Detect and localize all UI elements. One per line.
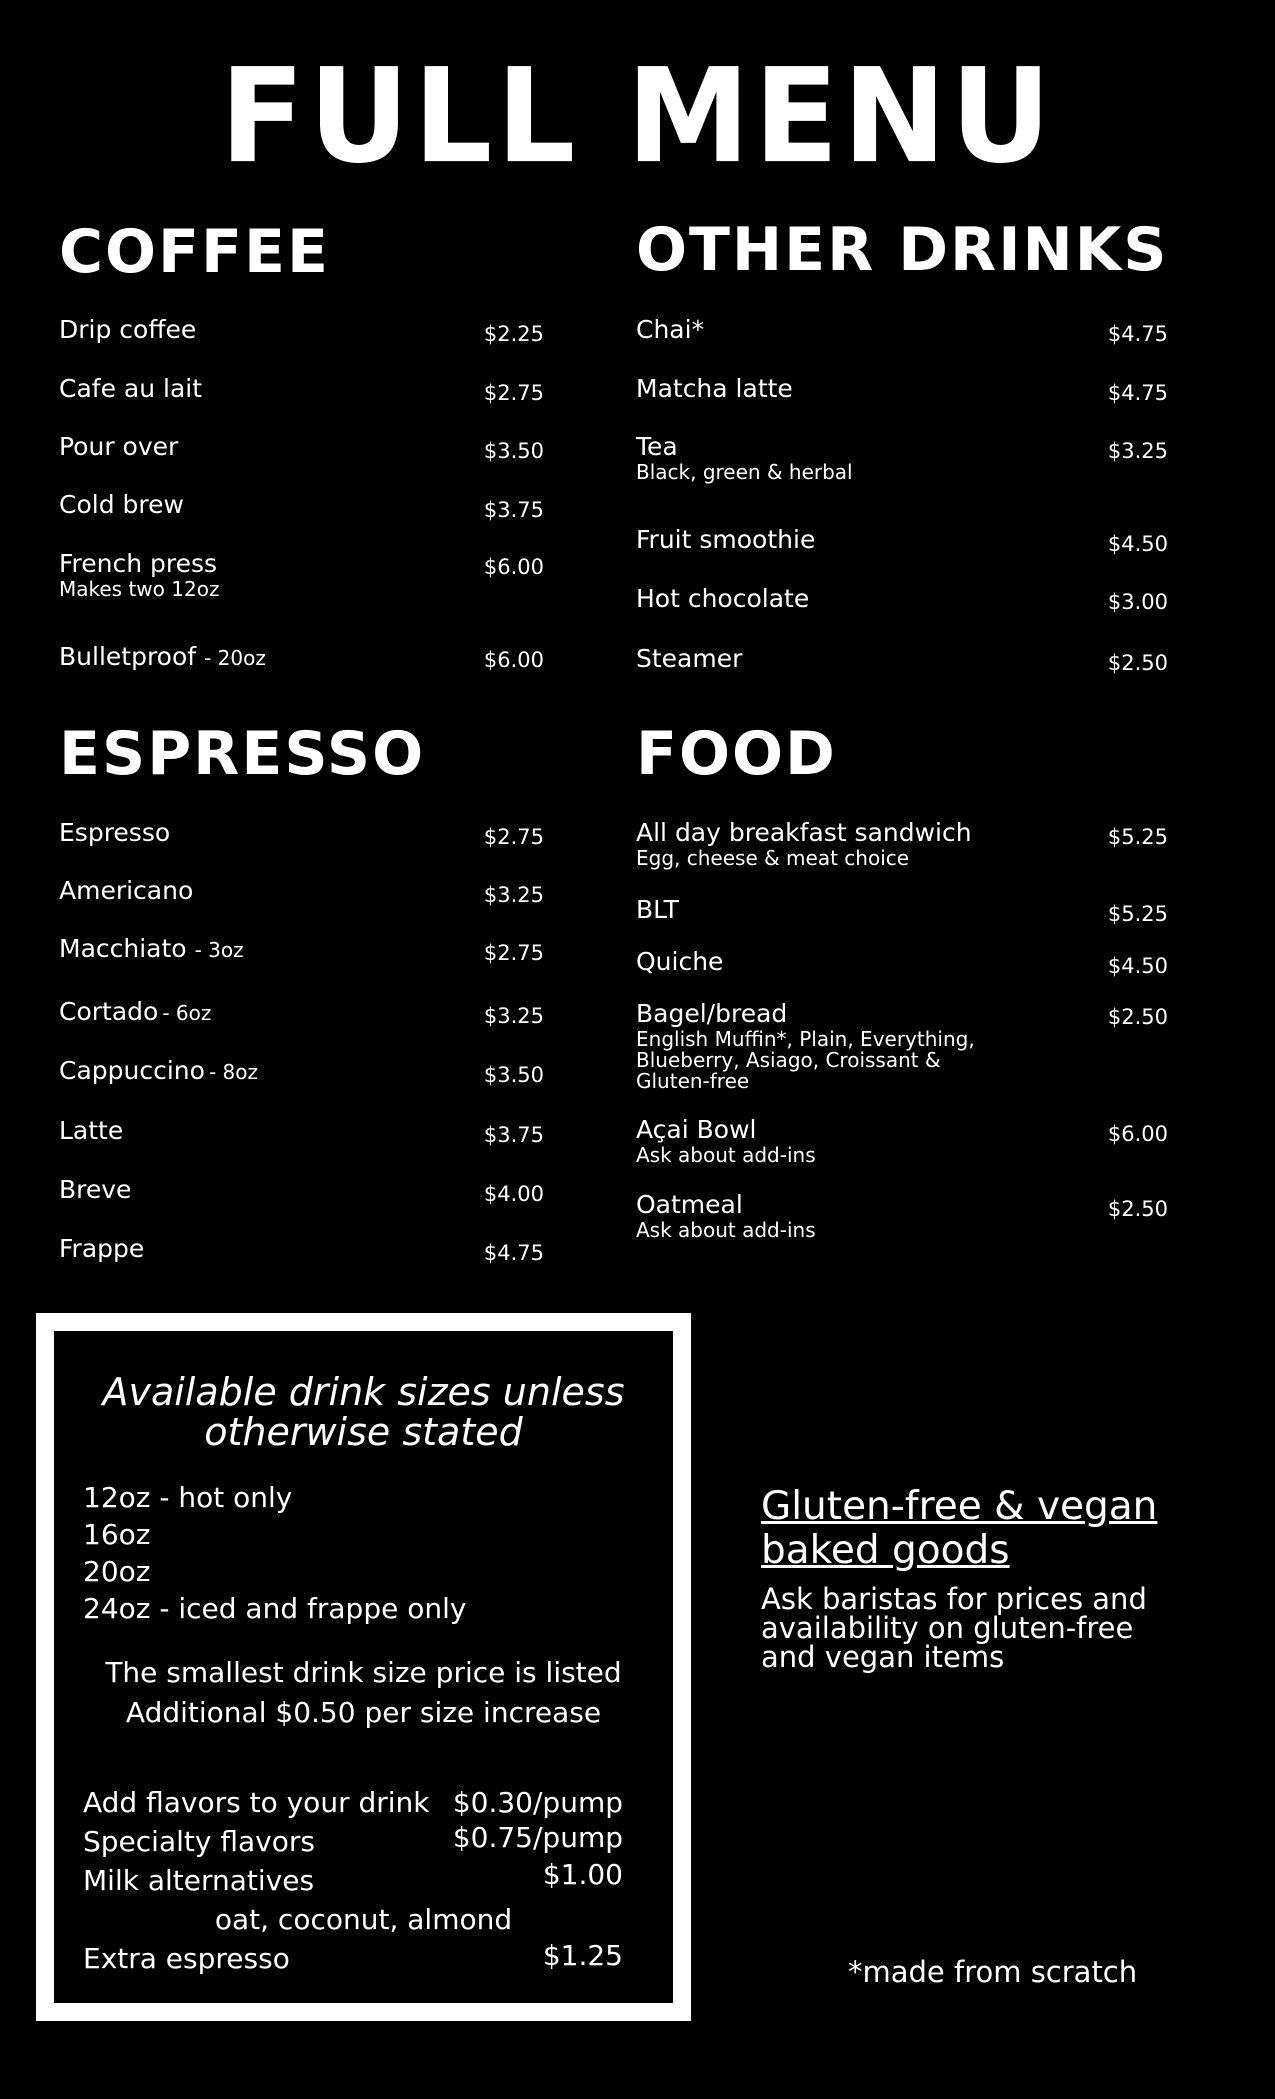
item-size: - 3oz bbox=[194, 938, 244, 962]
item-name: Açai Bowl bbox=[636, 1115, 757, 1144]
item-price: $4.00 bbox=[483, 1182, 544, 1206]
item-price: $3.75 bbox=[483, 1123, 544, 1147]
extra-row bbox=[83, 1858, 623, 1897]
menu-title: FULL MENU bbox=[219, 41, 1056, 193]
item-name: Fruit smoothie bbox=[636, 525, 816, 554]
size-option: 16oz bbox=[83, 1518, 151, 1551]
item-name: Oatmeal bbox=[636, 1190, 743, 1219]
menu-item bbox=[59, 1176, 131, 1205]
pricing-note-line: The smallest drink size price is listed bbox=[105, 1656, 622, 1689]
menu-item bbox=[59, 433, 178, 462]
menu-item bbox=[636, 585, 809, 614]
menu-item bbox=[636, 1116, 816, 1166]
item-name: Macchiato bbox=[59, 934, 187, 963]
milk-alternatives-options: oat, coconut, almond bbox=[214, 1903, 513, 1936]
pricing-note-line: Additional $0.50 per size increase bbox=[125, 1696, 602, 1729]
menu-item bbox=[636, 896, 679, 925]
menu-item bbox=[636, 1000, 996, 1092]
item-description: Ask about add-ins bbox=[636, 1217, 816, 1242]
menu-item bbox=[636, 526, 815, 555]
extra-row bbox=[83, 1821, 623, 1858]
menu-item bbox=[636, 1191, 816, 1241]
item-name: All day breakfast sandwich bbox=[636, 818, 972, 847]
drink-sizes-heading: Available drink sizes unless otherwise stated bbox=[102, 1370, 625, 1454]
item-price: $4.50 bbox=[1107, 954, 1168, 978]
menu-item bbox=[636, 819, 972, 869]
item-price: $3.50 bbox=[483, 439, 544, 463]
item-price: $3.50 bbox=[483, 1063, 544, 1087]
item-price: $3.75 bbox=[483, 498, 544, 522]
item-name: Steamer bbox=[636, 644, 743, 673]
item-name: Chai* bbox=[636, 315, 705, 344]
item-size: - 6oz bbox=[162, 1001, 212, 1025]
item-name: Cafe au lait bbox=[59, 374, 203, 403]
item-name: French press bbox=[59, 549, 218, 578]
extra-price: $1.00 bbox=[542, 1858, 623, 1891]
item-price: $6.00 bbox=[1107, 1122, 1168, 1146]
item-name: Cold brew bbox=[59, 490, 184, 519]
item-description: Black, green & herbal bbox=[636, 459, 853, 484]
item-price: $3.25 bbox=[483, 883, 544, 907]
menu-item bbox=[636, 948, 723, 977]
drink-sizes-list bbox=[83, 1479, 466, 1627]
menu-item bbox=[636, 375, 793, 404]
item-name: Quiche bbox=[636, 947, 724, 976]
menu-item bbox=[59, 643, 266, 672]
extra-label: Milk alternatives bbox=[83, 1864, 315, 1897]
item-description: Egg, cheese & meat choice bbox=[636, 845, 910, 870]
extra-price: $0.30/pump bbox=[452, 1786, 623, 1819]
item-name: Pour over bbox=[59, 432, 179, 461]
extra-row bbox=[83, 1939, 623, 1975]
menu-item bbox=[59, 1117, 123, 1146]
other-drinks-heading: OTHER DRINKS bbox=[636, 215, 1169, 285]
extra-label: Add flavors to your drink bbox=[83, 1786, 430, 1819]
item-price: $3.00 bbox=[1107, 590, 1168, 614]
item-price: $5.25 bbox=[1107, 902, 1168, 926]
item-name: Latte bbox=[59, 1116, 124, 1145]
item-price: $4.75 bbox=[1107, 381, 1168, 405]
menu-item bbox=[59, 935, 244, 964]
item-name: Espresso bbox=[59, 818, 171, 847]
item-price: $4.75 bbox=[483, 1241, 544, 1265]
coffee-heading: COFFEE bbox=[59, 217, 330, 287]
item-name: BLT bbox=[636, 895, 679, 924]
food-heading: FOOD bbox=[636, 719, 837, 789]
item-name: Tea bbox=[636, 432, 678, 461]
menu-item bbox=[636, 645, 742, 674]
item-price: $2.75 bbox=[483, 941, 544, 965]
gluten-free-heading: Gluten-free & vegan baked goods bbox=[761, 1484, 1158, 1573]
item-description: English Muffin*, Plain, Everything, Blueberry, Asiago, Croissant & Gluten-free bbox=[636, 1026, 975, 1093]
item-price: $2.25 bbox=[483, 322, 544, 346]
item-price: $5.25 bbox=[1107, 825, 1168, 849]
menu-item bbox=[59, 1235, 144, 1264]
size-option: 12oz - hot only bbox=[83, 1481, 293, 1514]
pricing-note bbox=[54, 1653, 673, 1733]
item-size: - 8oz bbox=[208, 1060, 258, 1084]
item-name: Breve bbox=[59, 1175, 132, 1204]
extra-row bbox=[83, 1786, 623, 1819]
item-name: Cappuccino bbox=[59, 1056, 205, 1085]
menu-item bbox=[59, 998, 211, 1027]
item-price: $2.75 bbox=[483, 381, 544, 405]
item-name: Americano bbox=[59, 876, 194, 905]
menu-item bbox=[59, 491, 184, 520]
item-name: Matcha latte bbox=[636, 374, 793, 403]
drink-sizes-box bbox=[36, 1313, 691, 2021]
item-price: $3.25 bbox=[483, 1004, 544, 1028]
item-price: $6.00 bbox=[483, 648, 544, 672]
extra-price: $0.75/pump bbox=[452, 1821, 623, 1854]
menu-item bbox=[59, 316, 196, 345]
extra-label: Extra espresso bbox=[83, 1942, 290, 1975]
item-price: $2.75 bbox=[483, 825, 544, 849]
item-name: Hot chocolate bbox=[636, 584, 810, 613]
item-price: $6.00 bbox=[483, 555, 544, 579]
extra-label: Specialty flavors bbox=[83, 1825, 315, 1858]
item-description: Ask about add-ins bbox=[636, 1142, 816, 1167]
menu-item bbox=[59, 1057, 258, 1086]
item-name: Bulletproof bbox=[59, 642, 197, 671]
menu-item bbox=[636, 433, 853, 483]
footnote: *made from scratch bbox=[848, 1955, 1138, 1989]
espresso-heading: ESPRESSO bbox=[59, 719, 426, 789]
item-price: $2.50 bbox=[1107, 651, 1168, 675]
item-price: $2.50 bbox=[1107, 1005, 1168, 1029]
size-option: 20oz bbox=[83, 1555, 151, 1588]
menu-item bbox=[59, 877, 193, 906]
item-name: Cortado bbox=[59, 997, 159, 1026]
item-size: - 20oz bbox=[204, 646, 266, 670]
menu-item bbox=[59, 819, 170, 848]
item-price: $4.75 bbox=[1107, 322, 1168, 346]
menu-item bbox=[59, 375, 202, 404]
size-option: 24oz - iced and frappe only bbox=[83, 1592, 467, 1625]
item-price: $3.25 bbox=[1107, 439, 1168, 463]
item-name: Bagel/bread bbox=[636, 999, 788, 1028]
extra-price: $1.25 bbox=[542, 1939, 623, 1972]
menu-item bbox=[59, 550, 219, 600]
item-price: $2.50 bbox=[1107, 1197, 1168, 1221]
menu-item bbox=[636, 316, 704, 345]
item-name: Drip coffee bbox=[59, 315, 197, 344]
item-name: Frappe bbox=[59, 1234, 145, 1263]
item-price: $4.50 bbox=[1107, 532, 1168, 556]
gluten-free-text: Ask baristas for prices and availability on gluten-free and vegan items bbox=[761, 1582, 1147, 1674]
item-description: Makes two 12oz bbox=[59, 576, 220, 601]
